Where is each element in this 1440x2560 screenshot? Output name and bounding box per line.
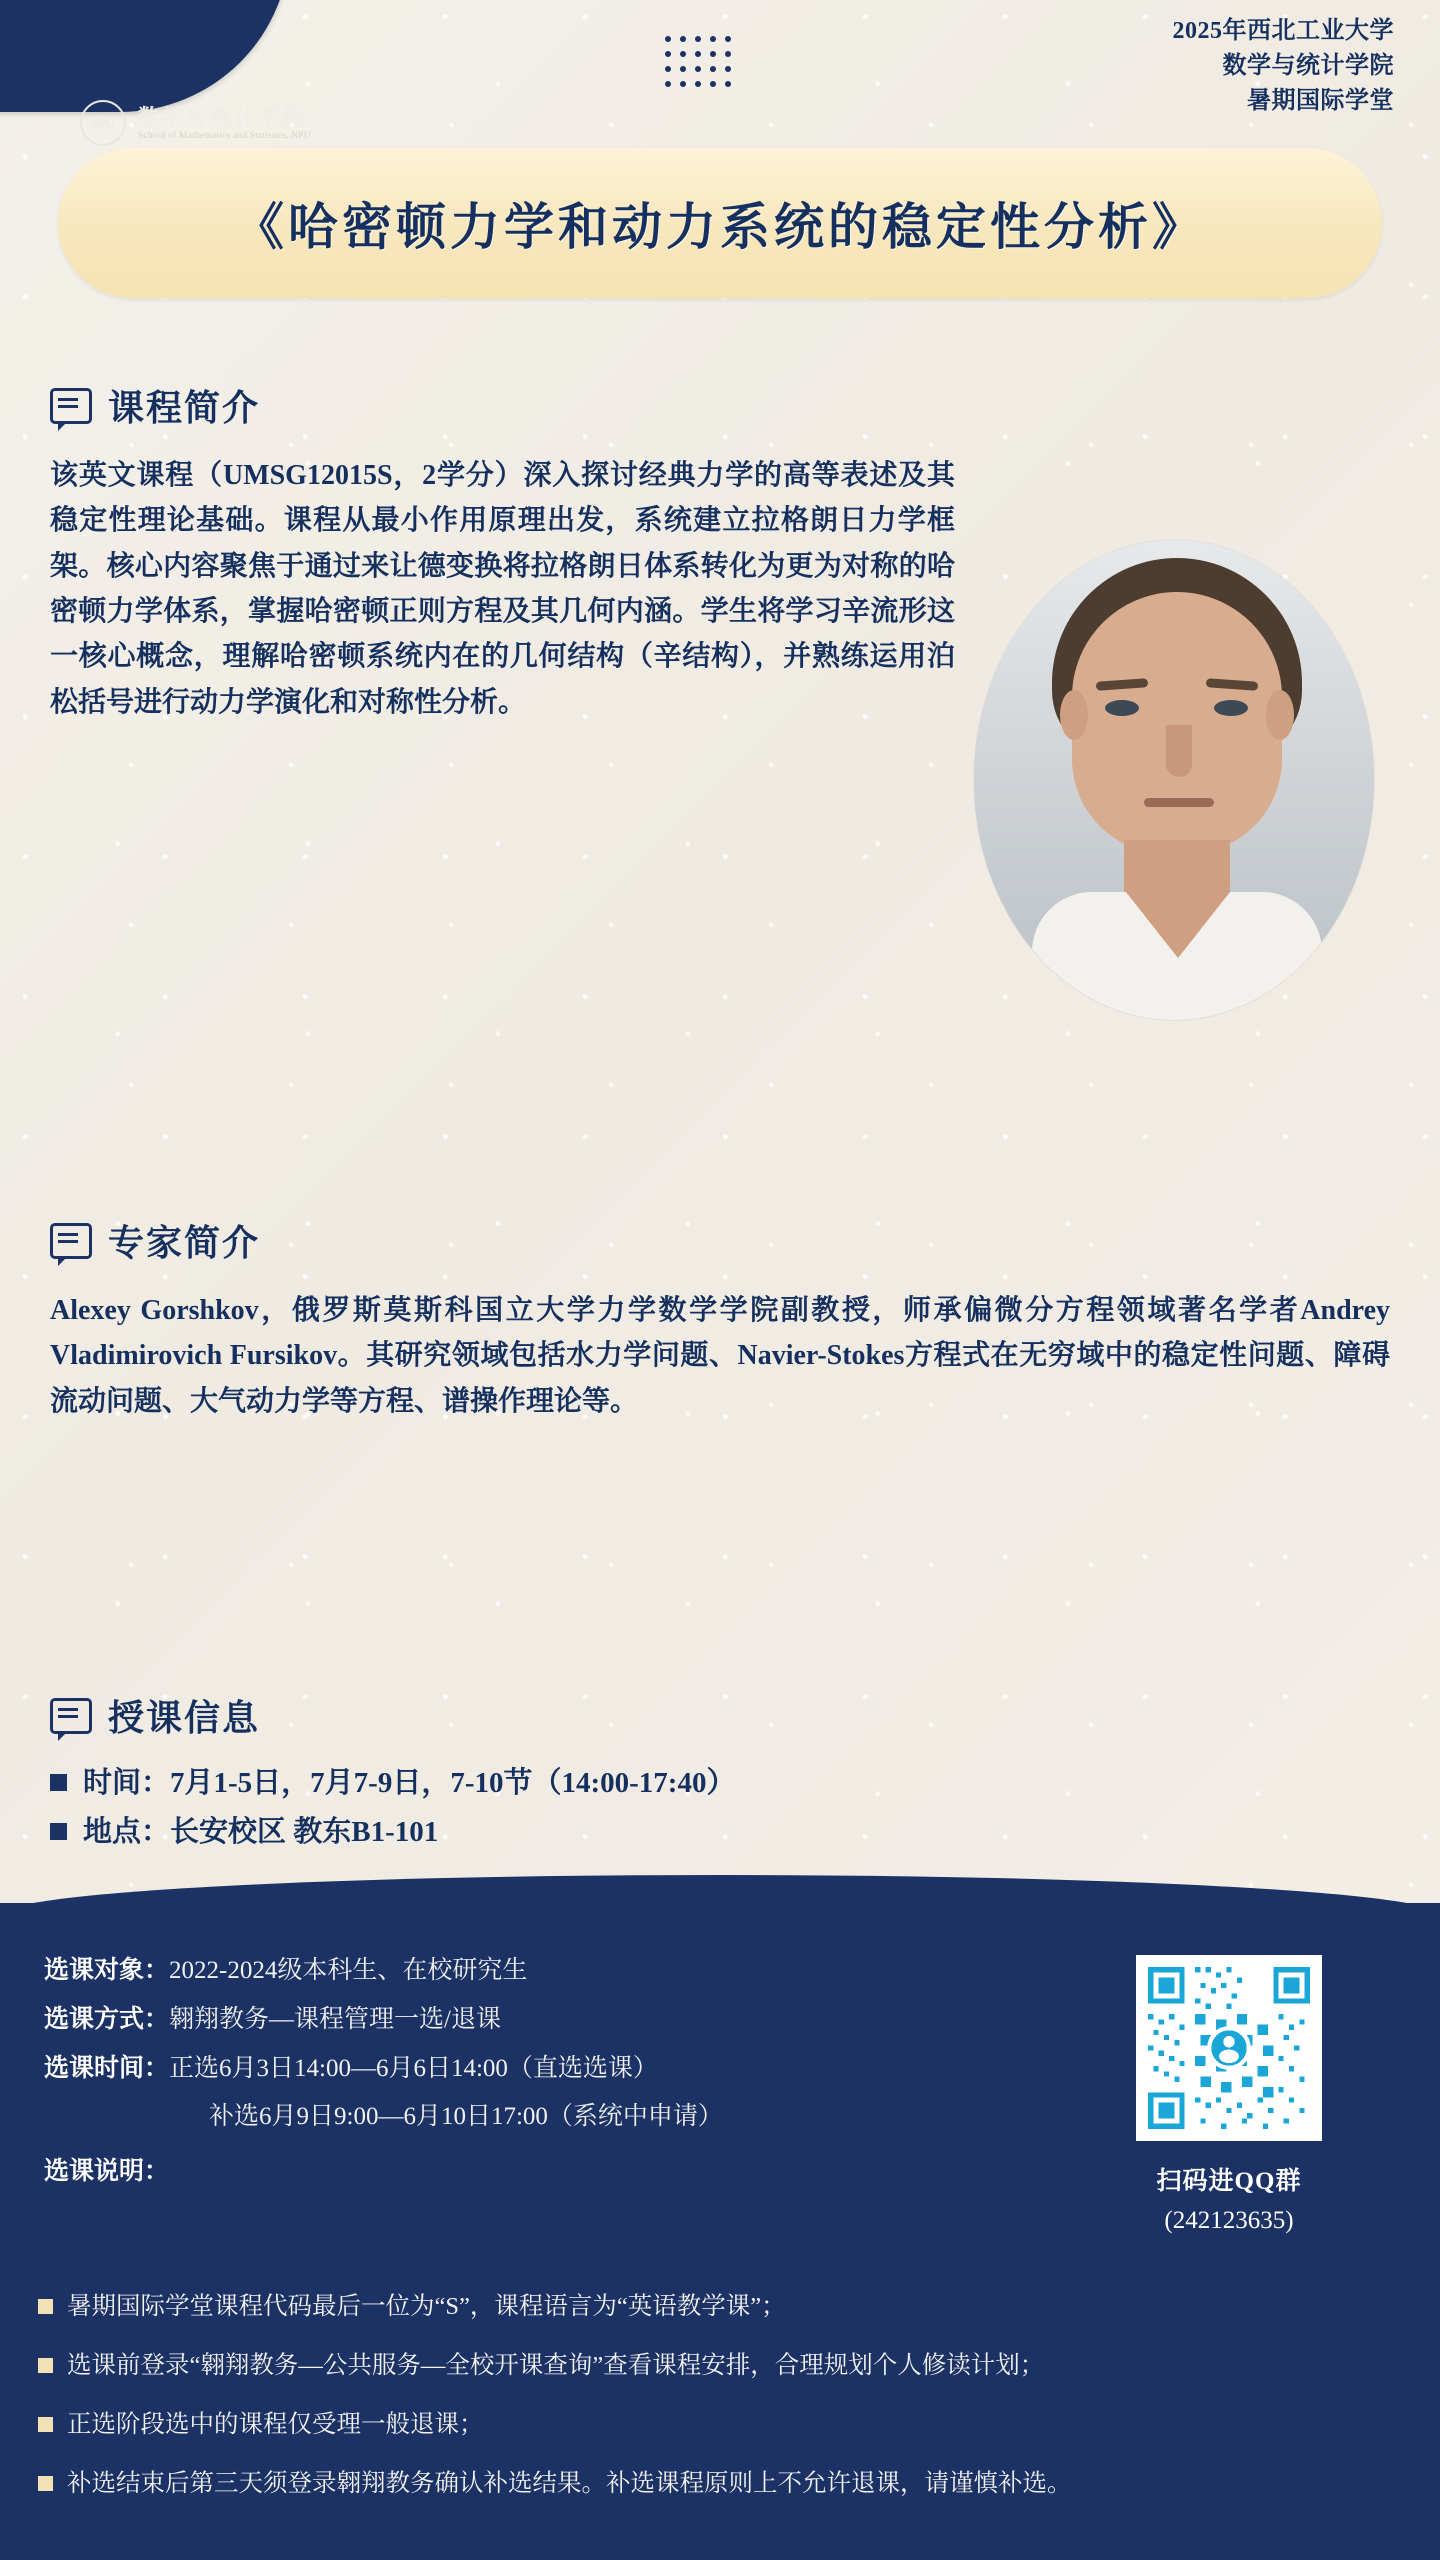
list-item	[38, 2406, 1402, 2444]
list-item	[50, 1808, 1400, 1857]
enrollment-method-row	[44, 1996, 1104, 2045]
course-intro-body: 该英文课程（UMSG12015S，2学分）深入探讨经典力学的高等表述及其稳定性理论基础。课程从最小作用原理出发，系统建立拉格朗日力学框架。核心内容聚焦于通过来让德变换将拉格朗日体系转化为更为对称的哈密顿力学体系，掌握哈密顿正则方程及其几何内涵。学生将学习辛流形这一核心概念，理解哈密顿系统内在的几何结构（辛结构），并熟练运用泊松括号进行动力学演化和对称性分析。	[50, 460, 955, 718]
course-intro-heading-label: 课程简介	[108, 388, 261, 428]
enrollment-audience-label: 选课对象：	[44, 1957, 170, 1984]
speaker-portrait	[974, 540, 1374, 1020]
footer-panel	[0, 1903, 1440, 2560]
note-text: 正选阶段选中的课程仅受理一般退课；	[67, 2410, 484, 2438]
teaching-info-list	[50, 1759, 1400, 1858]
enrollment-notes-label: 选课说明：	[44, 2158, 170, 2185]
header-line-2: 数学与统计学院	[1222, 52, 1394, 79]
expert-intro-section	[50, 1215, 1400, 1424]
teaching-info-time: 时间：7月1-5日，7月7-9日，7-10节（14:00-17:40）	[83, 1767, 736, 1799]
note-text: 选课前登录“翱翔教务—公共服务—全校开课查询”查看课程安排，合理规划个人修读计划；	[67, 2351, 1045, 2379]
list-item	[38, 2288, 1402, 2326]
enrollment-time-value: 正选6月3日14:00—6月6日14:00（直选选课）	[169, 2054, 658, 2082]
speech-bubble-icon	[50, 388, 92, 424]
enrollment-audience-row	[44, 1947, 1104, 1996]
enrollment-method-value: 翱翔教务—课程管理一选/退课	[169, 2005, 501, 2033]
poster-header	[0, 0, 1440, 150]
note-text: 暑期国际学堂课程代码最后一位为“S”，课程语言为“英语教学课”；	[67, 2293, 786, 2320]
square-bullet-icon	[38, 2358, 53, 2373]
school-logo-badge	[0, 0, 290, 112]
square-bullet-icon	[50, 1823, 67, 1840]
list-item	[38, 2347, 1402, 2385]
course-title: 《哈密顿力学和动力系统的稳定性分析》	[234, 199, 1206, 255]
enrollment-audience-value: 2022-2024级本科生、在校研究生	[169, 1957, 528, 1984]
enrollment-method-label: 选课方式：	[44, 2005, 170, 2033]
teaching-info-heading-label: 授课信息	[108, 1698, 261, 1738]
title-banner	[58, 148, 1382, 298]
header-line-3: 暑期国际学堂	[1247, 87, 1394, 114]
speech-bubble-icon	[50, 1223, 92, 1259]
enrollment-notes-heading	[44, 2148, 1104, 2197]
expert-intro-heading-label: 专家简介	[108, 1223, 261, 1263]
enrollment-time-row	[44, 2045, 1104, 2094]
qq-group-qr-block	[1136, 1955, 1322, 2235]
qr-caption: 扫码进QQ群	[1156, 2168, 1302, 2195]
course-intro-heading	[50, 380, 1390, 431]
enrollment-time-second-line: 补选6月9日9:00—6月10日17:00（系统中申请）	[209, 2103, 723, 2131]
list-item	[50, 1759, 1400, 1808]
dot-grid-decoration	[665, 36, 737, 93]
expert-intro-body: Alexey Gorshkov，俄罗斯莫斯科国立大学力学数学学院副教授，师承偏微分方程领域著名学者Andrey Vladimirovich Fursikov。其研究领域包括水力学问题、Navier-Stokes方程式在无穷域中的稳定性问题、障碍流动问题、大气动力学等方程、谱操作理论等。	[50, 1295, 1390, 1417]
teaching-info-heading	[50, 1690, 1400, 1741]
school-name-cn: 数学与统计学院	[138, 105, 306, 130]
teaching-info-section	[50, 1690, 1400, 1858]
school-seal-icon: NPU	[80, 100, 126, 146]
teaching-info-place: 地点：长安校区 教东B1-101	[83, 1816, 439, 1849]
note-text: 补选结束后第三天须登录翱翔教务确认补选结果。补选课程原则上不允许退课，请谨慎补选。	[67, 2469, 1072, 2497]
qr-code[interactable]	[1136, 1955, 1322, 2141]
square-bullet-icon	[50, 1774, 67, 1791]
qr-code-graphic	[1143, 1962, 1315, 2134]
square-bullet-icon	[38, 2476, 53, 2491]
enrollment-info	[44, 1947, 1104, 2197]
square-bullet-icon	[38, 2417, 53, 2432]
list-item	[38, 2465, 1402, 2503]
school-name-en: School of Mathematics and Statistics, NPU	[138, 130, 311, 141]
header-line-1: 2025年西北工业大学	[1172, 18, 1394, 44]
expert-intro-heading	[50, 1215, 1400, 1266]
qq-group-number: (242123635)	[1164, 2207, 1294, 2234]
enrollment-time-label: 选课时间：	[44, 2054, 170, 2082]
school-logo	[80, 100, 311, 146]
enrollment-notes-list	[38, 2288, 1402, 2524]
header-subtitle-block	[1173, 14, 1395, 118]
square-bullet-icon	[38, 2299, 53, 2314]
speech-bubble-icon	[50, 1698, 92, 1734]
